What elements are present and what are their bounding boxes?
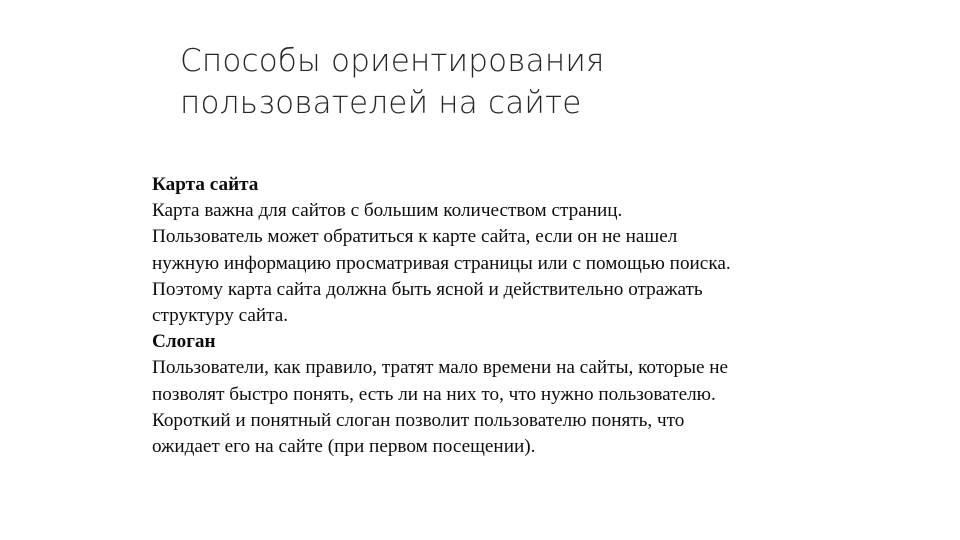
- section-heading-sitemap: Карта сайта: [152, 174, 259, 195]
- section-slogan-line-1: Пользователи, как правило, тратят мало времени на сайты, которые не: [152, 357, 729, 379]
- section-sitemap-line-5: структуру сайта.: [152, 305, 289, 327]
- section-sitemap-line-1: Карта важна для сайтов с большим количеством страниц.: [152, 200, 623, 222]
- section-slogan-line-2: позволят быстро понять, есть ли на них то, что нужно пользователю.: [152, 383, 716, 405]
- section-sitemap-line-4: Поэтому карта сайта должна быть ясной и действительно отражать: [152, 278, 703, 300]
- slide-title-line-1: Способы ориентирования: [180, 43, 605, 79]
- section-sitemap-line-2: Пользователь может обратиться к карте сайта, если он не нашел: [152, 226, 678, 248]
- section-sitemap-line-3: нужную информацию просматривая страницы или с помощью поиска.: [152, 252, 731, 274]
- section-slogan-line-3: Короткий и понятный слоган позволит пользователю понять, что: [152, 409, 685, 431]
- slide-title: [180, 40, 800, 124]
- section-heading-slogan: Слоган: [152, 331, 216, 353]
- slide-title-line-2: пользователей на сайте: [180, 85, 582, 121]
- slide-body: [152, 172, 852, 460]
- section-slogan-line-4: ожидает его на сайте (при первом посещении).: [152, 436, 536, 458]
